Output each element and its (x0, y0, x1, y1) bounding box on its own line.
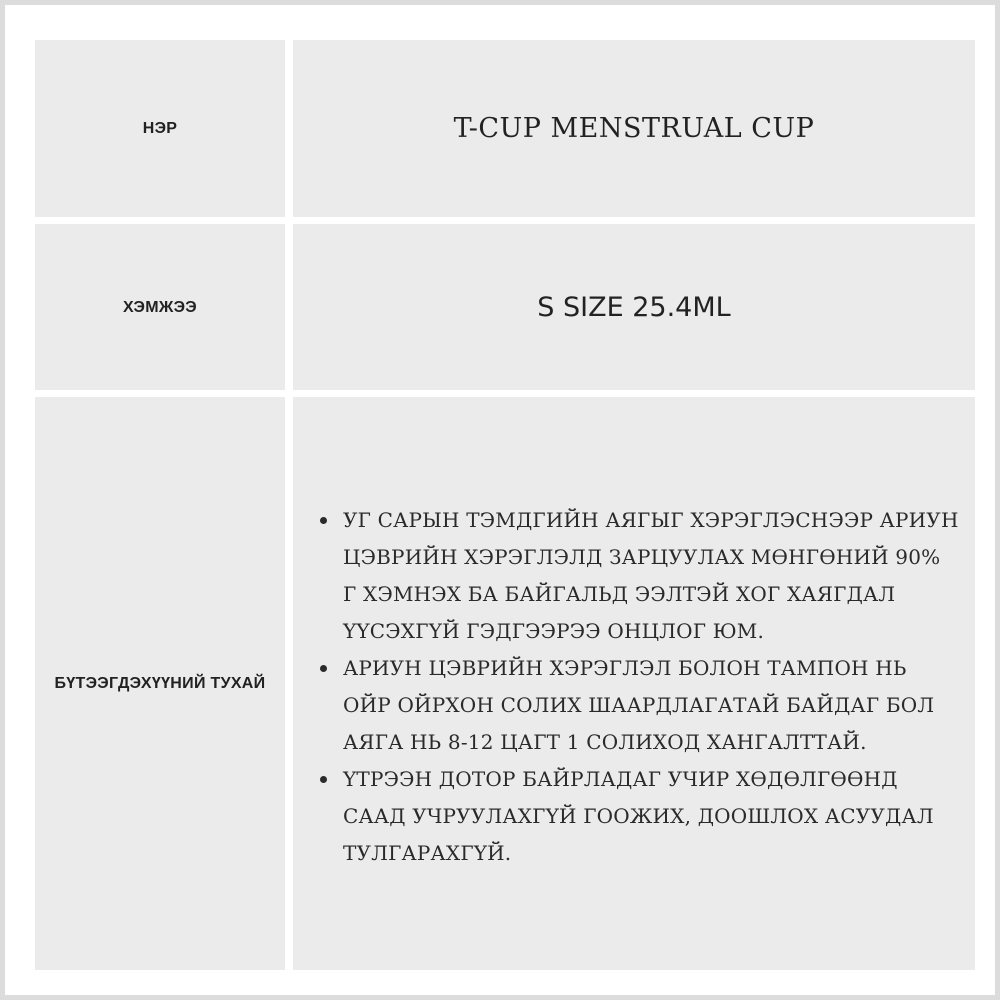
about-bullet-item: УГ САРЫН ТЭМДГИЙН АЯГЫГ ХЭРЭГЛЭСНЭЭР АРИУН ЦЭВРИЙН ХЭРЭГЛЭЛД ЗАРЦУУЛАХ МӨНГӨНИЙ 90% Г ХЭМНЭХ БА БАЙГАЛЬД ЭЭЛТЭЙ ХОГ ХАЯГДАЛ ҮҮСЭХГҮЙ ГЭДГЭЭРЭЭ ОНЦЛОГ ЮМ. (317, 502, 959, 650)
name-label-cell (35, 40, 285, 217)
size-label-cell (35, 224, 285, 390)
about-bullet-list (317, 502, 959, 872)
name-value-cell (293, 40, 975, 217)
product-name: T-CUP MENSTRUAL CUP (453, 113, 815, 144)
size-label: ХЭМЖЭЭ (122, 298, 197, 316)
about-bullet-item: ҮТРЭЭН ДОТОР БАЙРЛАДАГ УЧИР ХӨДӨЛГӨӨНД СААД УЧРУУЛАХГҮЙ ГООЖИХ, ДООШЛОХ АСУУДАЛ ТУЛГАРАХГҮЙ. (317, 761, 959, 872)
size-value-cell (293, 224, 975, 390)
product-size: S SIZE 25.4ML (537, 291, 731, 323)
about-label-cell (35, 397, 285, 970)
about-bullet-item: АРИУН ЦЭВРИЙН ХЭРЭГЛЭЛ БОЛОН ТАМПОН НЬ ОЙР ОЙРХОН СОЛИХ ШААРДЛАГАТАЙ БАЙДАГ БОЛ АЯГА НЬ 8-12 ЦАГТ 1 СОЛИХОД ХАНГАЛТТАЙ. (317, 650, 959, 761)
name-label: НЭР (142, 120, 178, 137)
about-value-cell (293, 397, 975, 970)
about-label: БҮТЭЭГДЭХҮҮНИЙ ТУХАЙ (54, 675, 266, 692)
